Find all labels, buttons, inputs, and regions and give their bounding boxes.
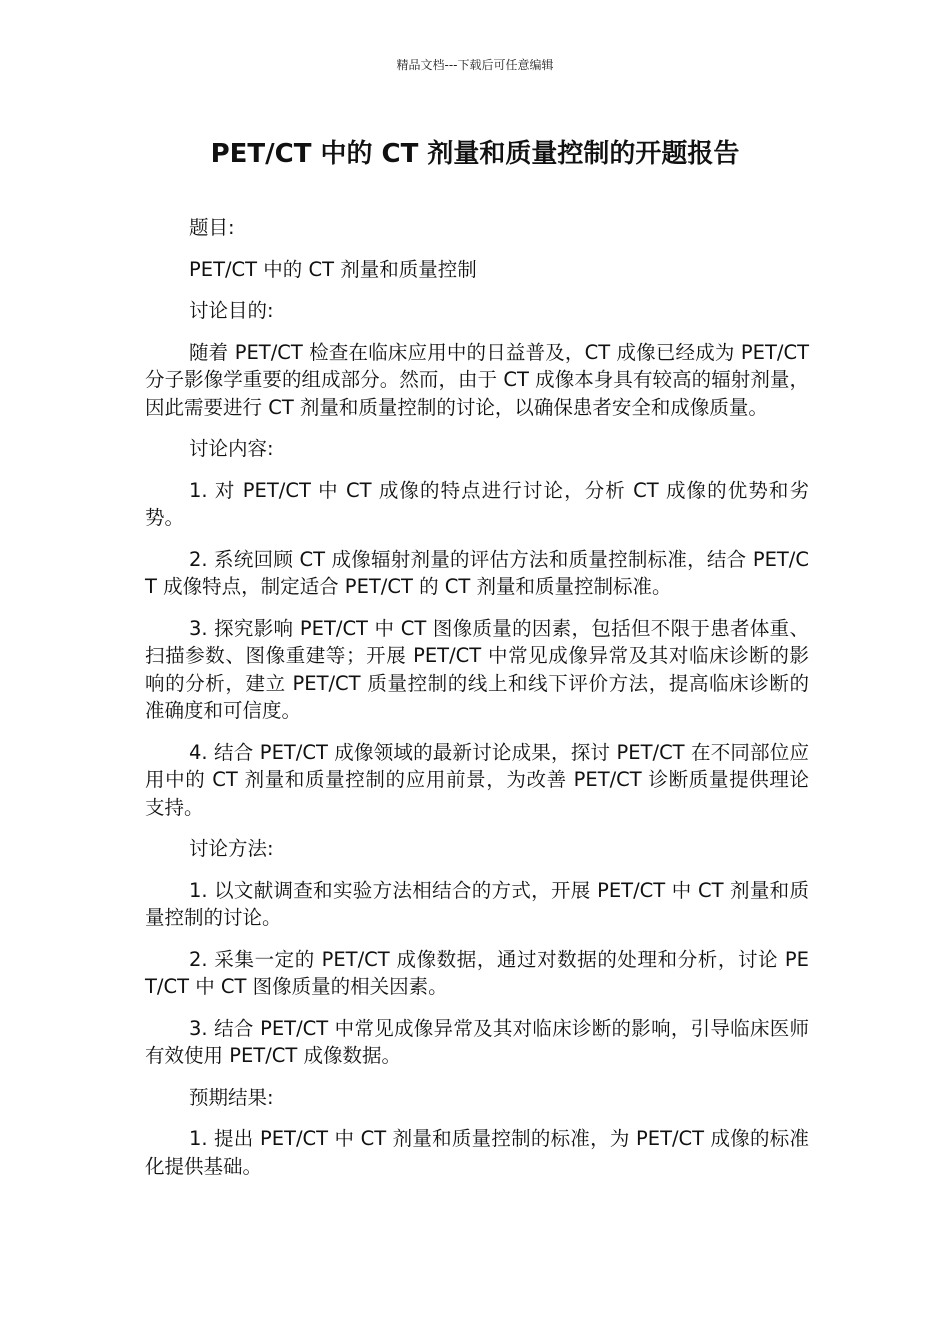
section-heading-content: 讨论内容: [189, 437, 274, 460]
expected-result-item-1: 1. 提出 PET/CT 中 CT 剂量和质量控制的标准，为 PET/CT 成像的标准化提供基础。 [145, 1127, 809, 1178]
purpose-paragraph: 随着 PET/CT 检查在临床应用中的日益普及，CT 成像已经成为 PET/CT 分子影像学重要的组成部分。然而，由于 CT 成像本身具有较高的辐射剂量，因此需要进行 CT 剂量和质量控制的讨论，以确保患者安全和成像质量。 [145, 340, 809, 419]
section-heading-purpose: 讨论目的: [189, 299, 274, 322]
topic-text: PET/CT 中的 CT 剂量和质量控制 [189, 257, 477, 281]
page-header: 精品文档---下载后可任意编辑 [396, 58, 554, 72]
method-item-2: 2. 采集一定的 PET/CT 成像数据，通过对数据的处理和分析，讨论 PET/CT 中 CT 图像质量的相关因素。 [145, 947, 809, 998]
document-title: PET/CT 中的 CT 剂量和质量控制的开题报告 [210, 139, 740, 169]
section-heading-topic: 题目: [189, 216, 235, 239]
method-item-3: 3. 结合 PET/CT 中常见成像异常及其对临床诊断的影响，引导临床医师有效使用 PET/CT 成像数据。 [145, 1016, 809, 1067]
method-item-1: 1. 以文献调查和实验方法相结合的方式，开展 PET/CT 中 CT 剂量和质量控制的讨论。 [145, 878, 809, 929]
content-item-2: 2. 系统回顾 CT 成像辐射剂量的评估方法和质量控制标准，结合 PET/CT 成像特点，制定适合 PET/CT 的 CT 剂量和质量控制标准。 [145, 547, 809, 598]
section-heading-expected-results: 预期结果: [189, 1085, 274, 1109]
content-item-1: 1. 对 PET/CT 中 CT 成像的特点进行讨论，分析 CT 成像的优势和劣势。 [145, 478, 809, 529]
content-item-3: 3. 探究影响 PET/CT 中 CT 图像质量的因素，包括但不限于患者体重、扫描参数、图像重建等；开展 PET/CT 中常见成像异常及其对临床诊断的影响的分析，建立 PET/CT 质量控制的线上和线下评价方法，提高临床诊断的准确度和可信度。 [145, 616, 809, 722]
section-heading-method: 讨论方法: [189, 837, 274, 860]
document-body [145, 214, 809, 1194]
content-item-4: 4. 结合 PET/CT 成像领域的最新讨论成果，探讨 PET/CT 在不同部位应用中的 CT 剂量和质量控制的应用前景，为改善 PET/CT 诊断质量提供理论支持。 [145, 740, 809, 819]
